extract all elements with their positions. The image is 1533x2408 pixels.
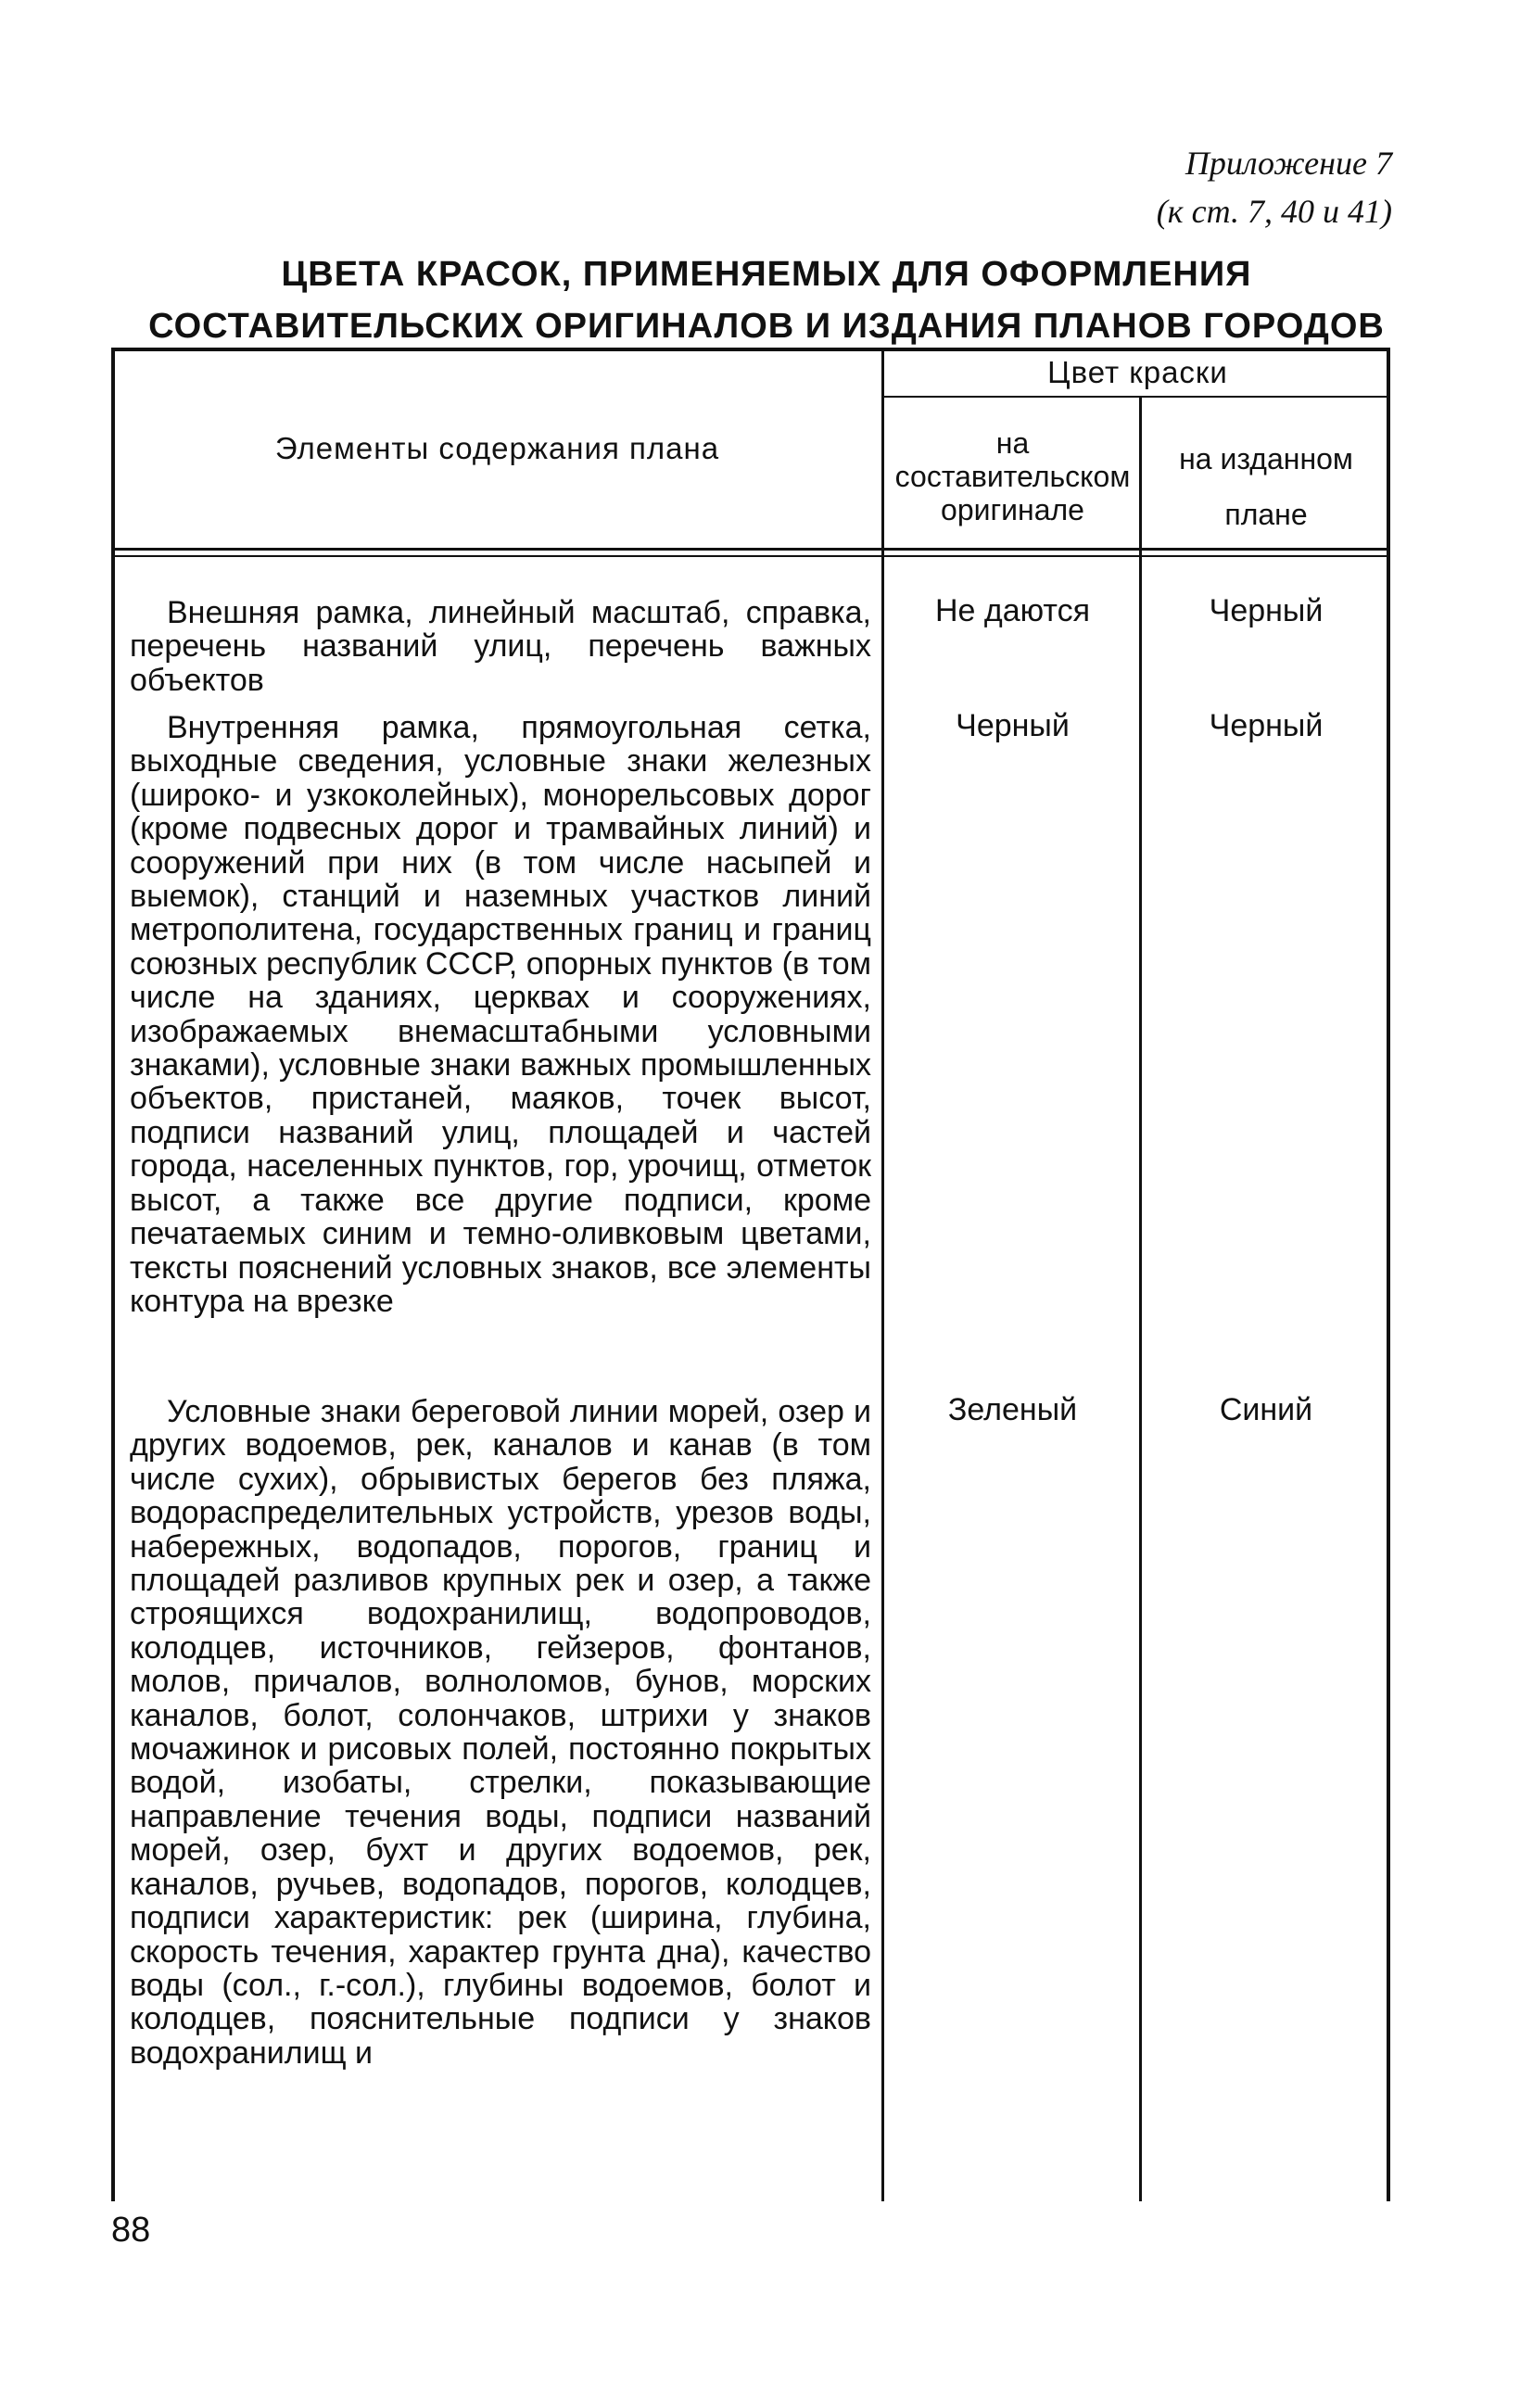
row-2-elements: Внутренняя рамка, прямоугольная сетка, выходные сведения, условные знаки железных (широко- и узкоколейных), монорельсовых дорог (кроме подвесных дорог и трамвайных линий) и сооружений при них (в том числе насыпей и выемок), станций и наземных участков линий метрополитена, государственных границ и границ союзных республик СССР, опорных пунктов (в том числе на зданиях, церквах и сооружениях, изображаемых внемасштабными условными знаками), условные знаки важных промышленных объектов, пристаней, маяков, точек высот, подписи названий улиц, площадей и частей города, населенных пунктов, гор, урочищ, отметок высот, а также все другие подписи, кроме печатаемых синим и темно-оливковым цветами, тексты пояснений условных знаков, все элементы контура на врезке (130, 710, 871, 1319)
header-on-original: на составительском оригинале (894, 426, 1131, 526)
header-elements: Элементы содержания плана (274, 431, 720, 465)
header-double-rule-top (111, 548, 1390, 551)
title-line-2: СОСТАВИТЕЛЬСКИХ ОРИГИНАЛОВ И ИЗДАНИЯ ПЛАНОВ ГОРОДОВ (148, 307, 1385, 346)
color-subheader-divider (883, 396, 1390, 398)
title-line-1: ЦВЕТА КРАСОК, ПРИМЕНЯЕМЫХ ДЛЯ ОФОРМЛЕНИЯ (281, 255, 1252, 294)
table-left-border (111, 348, 115, 2201)
appendix-line-2: (к ст. 7, 40 и 41) (1156, 193, 1392, 230)
header-on-published: на изданном плане (1179, 442, 1353, 531)
header-double-rule-bottom (111, 555, 1390, 557)
row-1-published-color: Черный (1209, 593, 1324, 628)
colors-table (111, 348, 1390, 2201)
row-3-original-color: Зеленый (947, 1392, 1078, 1427)
row-3-elements: Условные знаки береговой линии морей, озер и других водоемов, рек, каналов и канав (в том числе сухих), обрывистых берегов без пляжа, водораспределительных устройств, урезов воды, набережных, водопадов, порогов, границ и площадей разливов крупных рек и озер, а также строящихся водохранилищ, водопроводов, колодцев, источников, гейзеров, фонтанов, молов, причалов, волноломов, бунов, морских каналов, болот, солончаков, штрихи у знаков мочажинок и рисовых полей, постоянно покрытых водой, изобаты, стрелки, показывающие направление течения воды, подписи названий морей, озер, бухт и других водоемов, рек, каналов, ручьев, водопадов, порогов, колодцев, подписи характеристик: рек (ширина, глубина, скорость течения, характер грунта дна), качество воды (сол., г.-сол.), глубины водоемов, болот и колодцев, пояснительные подписи у знаков водохранилищ и (130, 1394, 871, 2071)
row-1-original-color: Не даются (934, 593, 1090, 628)
row-1-elements: Внешняя рамка, линейный масштаб, справка, перечень названий улиц, перечень важных объектов (130, 595, 871, 698)
table-top-border (111, 348, 1390, 351)
appendix-line-1: Приложение 7 (1185, 145, 1392, 182)
column-divider-1 (881, 348, 884, 2201)
column-divider-2 (1139, 398, 1142, 2201)
row-2-published-color: Черный (1209, 708, 1324, 743)
page-title (93, 248, 1440, 352)
appendix-note (836, 139, 1392, 235)
row-2-original-color: Черный (956, 708, 1070, 743)
row-3-published-color: Синий (1219, 1392, 1313, 1427)
page-number: 88 (111, 2211, 151, 2250)
header-paint-color: Цвет краски (1047, 355, 1228, 389)
